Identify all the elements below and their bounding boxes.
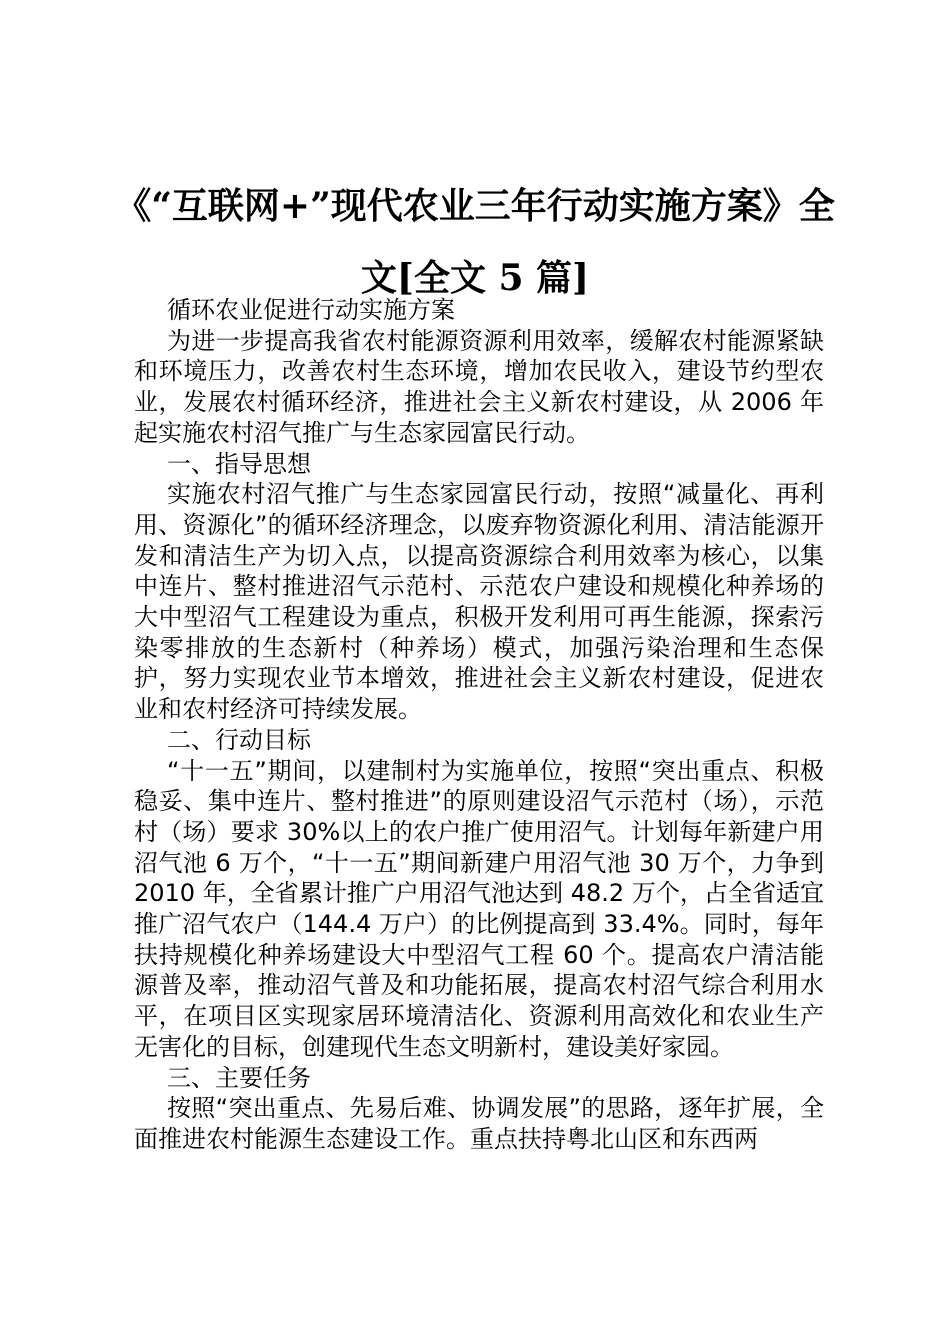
document-body <box>134 295 824 1155</box>
paragraph-subtitle: 循环农业促进行动实施方案 <box>167 296 455 324</box>
document-title: 《“互联网+”现代农业三年行动实施方案》全文[全文 5 篇] <box>115 185 835 299</box>
paragraph-guiding-ideology: 实施农村沼气推广与生态家园富民行动，按照“减量化、再利用、资源化”的循环经济理念，以废弃物资源化利用、清洁能源开发和清洁生产为切入点，以提高资源综合利用效率为核心，以集中连片、整村推进沼气示范村、示范农户建设和规模化种养场的大中型沼气工程建设为重点，积极开发利用可再生能源，探索污染零排放的生态新村（种养场）模式，加强污染治理和生态保护，努力实现农业节本增效，推进社会主义新农村建设，促进农业和农村经济可持续发展。 <box>134 480 824 724</box>
paragraph-intro: 为进一步提高我省农村能源资源利用效率，缓解农村能源紧缺和环境压力，改善农村生态环境，增加农民收入，建设节约型农业，发展农村循环经济，推进社会主义新农村建设，从 2006 年起实施农村沼气推广与生态家园富民行动。 <box>134 326 824 447</box>
section-heading-main-tasks: 三、主要任务 <box>167 1063 311 1092</box>
section-heading-action-goals: 二、行动目标 <box>167 725 311 754</box>
paragraph-action-goals: “十一五”期间，以建制村为实施单位，按照“突出重点、积极稳妥、集中连片、整村推进”的原则建设沼气示范村（场），示范村（场）要求 30%以上的农户推广使用沼气。计划每年新建户用沼气池 6 万个，“十一五”期间新建户用沼气池 30 万个，力争到 2010 年，全省累计推广户用沼气池达到 48.2 万个，占全省适宜推广沼气农户（144.4 万户）的比例提高到 33.4%。同时，每年扶持规模化种养场建设大中型沼气工程 60 个。提高农户清洁能源普及率，推动沼气普及和功能拓展，提高农村沼气综合利用水平，在项目区实现家居环境清洁化、资源利用高效化和农业生产无害化的目标，创建现代生态文明新村，建设美好家园。 <box>134 756 824 1061</box>
section-heading-guiding-ideology: 一、指导思想 <box>167 449 311 478</box>
paragraph-main-tasks: 按照“突出重点、先易后难、协调发展”的思路，逐年扩展，全面推进农村能源生态建设工作。重点扶持粤北山区和东西两 <box>134 1094 824 1153</box>
